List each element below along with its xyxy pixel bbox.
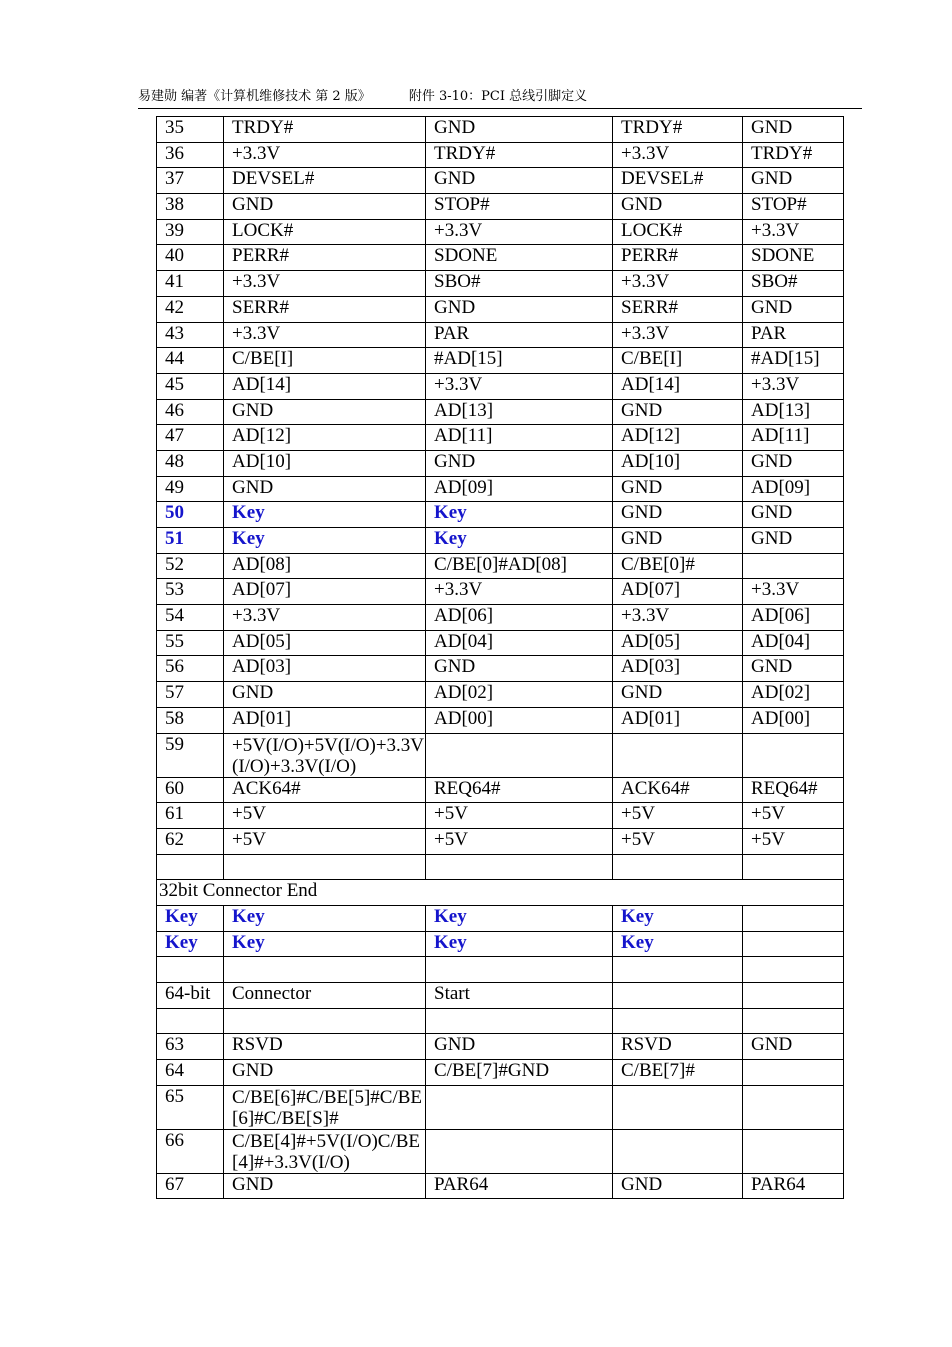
table-cell: GND	[426, 296, 613, 322]
table-cell: GND	[743, 117, 844, 143]
table-cell	[743, 1060, 844, 1086]
table-cell: +3.3V	[743, 373, 844, 399]
table-cell: PERR#	[224, 245, 426, 271]
table-cell: +3.3V	[426, 219, 613, 245]
table-row	[157, 983, 844, 1009]
table-cell: GND	[224, 682, 426, 708]
table-cell: AD[05]	[224, 630, 426, 656]
table-cell	[426, 1129, 613, 1173]
table-cell: GND	[743, 502, 844, 528]
table-cell: AD[05]	[613, 630, 743, 656]
table-cell: Key	[224, 528, 426, 554]
table-row	[157, 1060, 844, 1086]
table-cell: GND	[613, 194, 743, 220]
table-cell: AD[12]	[224, 425, 426, 451]
table-cell: AD[06]	[743, 605, 844, 631]
table-cell: ACK64#	[224, 777, 426, 803]
table-cell: GND	[224, 1173, 426, 1199]
page-header	[138, 85, 862, 109]
table-row	[157, 733, 844, 777]
table-row	[157, 579, 844, 605]
table-cell: PAR64	[743, 1173, 844, 1199]
table-cell: GND	[224, 476, 426, 502]
table-cell: SDONE	[743, 245, 844, 271]
table-row	[157, 656, 844, 682]
table-cell: +5V	[613, 803, 743, 829]
table-cell: +3.3V	[224, 605, 426, 631]
table-cell: SERR#	[224, 296, 426, 322]
table-cell-pin: 43	[157, 322, 224, 348]
table-cell-pin: 36	[157, 142, 224, 168]
table-cell	[426, 854, 613, 880]
table-cell: STOP#	[743, 194, 844, 220]
table-cell: REQ64#	[743, 777, 844, 803]
table-row	[157, 142, 844, 168]
table-cell: +3.3V	[613, 271, 743, 297]
table-cell: +3.3V	[743, 579, 844, 605]
table-cell: Key	[426, 905, 613, 931]
table-cell: GND	[613, 399, 743, 425]
table-cell: AD[04]	[743, 630, 844, 656]
table-cell	[743, 733, 844, 777]
table-cell: GND	[224, 194, 426, 220]
table-cell: GND	[613, 476, 743, 502]
table-cell	[743, 1129, 844, 1173]
table-cell: +5V	[743, 803, 844, 829]
table-row	[157, 528, 844, 554]
table-row	[157, 1085, 844, 1129]
table-cell-pin: 55	[157, 630, 224, 656]
table-cell: AD[02]	[426, 682, 613, 708]
table-cell-pin	[157, 957, 224, 983]
table-row	[157, 605, 844, 631]
table-cell: RSVD	[224, 1034, 426, 1060]
table-cell: LOCK#	[613, 219, 743, 245]
table-cell: AD[07]	[613, 579, 743, 605]
table-cell	[743, 905, 844, 931]
table-cell: +3.3V	[224, 322, 426, 348]
table-cell: GND	[743, 450, 844, 476]
table-cell: AD[13]	[743, 399, 844, 425]
table-cell: C/BE[7]#	[613, 1060, 743, 1086]
table-cell: Start	[426, 983, 613, 1009]
table-cell: AD[00]	[743, 707, 844, 733]
table-cell: +3.3V	[613, 322, 743, 348]
table-cell: C/BE[I]	[224, 348, 426, 374]
table-cell-pin: 56	[157, 656, 224, 682]
table-row	[157, 1129, 844, 1173]
table-row	[157, 502, 844, 528]
table-row	[157, 880, 844, 906]
table-cell-pin: 51	[157, 528, 224, 554]
table-cell: AD[03]	[224, 656, 426, 682]
table-cell: +3.3V	[613, 605, 743, 631]
table-cell: +5V	[224, 803, 426, 829]
table-cell: AD[02]	[743, 682, 844, 708]
table-cell: SERR#	[613, 296, 743, 322]
table-cell: C/BE[6]#C/BE[5]#C/BE[6]#C/BE[S]#	[224, 1085, 426, 1129]
table-row	[157, 553, 844, 579]
table-cell	[743, 931, 844, 957]
table-row	[157, 905, 844, 931]
table-cell-pin: 37	[157, 168, 224, 194]
table-cell: DEVSEL#	[224, 168, 426, 194]
table-cell: AD[09]	[743, 476, 844, 502]
table-cell-pin: 62	[157, 828, 224, 854]
table-cell: AD[00]	[426, 707, 613, 733]
table-cell-pin: 42	[157, 296, 224, 322]
table-cell-pin: 52	[157, 553, 224, 579]
table-cell: GND	[426, 117, 613, 143]
table-cell: DEVSEL#	[613, 168, 743, 194]
table-cell	[426, 957, 613, 983]
table-cell-pin	[157, 1008, 224, 1034]
pin-table-body	[157, 117, 844, 1199]
table-cell: AD[10]	[613, 450, 743, 476]
table-cell: +5V	[613, 828, 743, 854]
table-cell: PAR	[426, 322, 613, 348]
table-cell	[743, 553, 844, 579]
table-cell-pin: 57	[157, 682, 224, 708]
table-cell-pin: Key	[157, 931, 224, 957]
table-cell-pin: 38	[157, 194, 224, 220]
table-cell: SBO#	[426, 271, 613, 297]
table-row	[157, 373, 844, 399]
table-cell: GND	[743, 656, 844, 682]
table-row	[157, 322, 844, 348]
table-cell: GND	[224, 1060, 426, 1086]
table-cell-pin: 64	[157, 1060, 224, 1086]
table-cell: AD[09]	[426, 476, 613, 502]
table-cell-pin: Key	[157, 905, 224, 931]
table-cell: +5V	[426, 828, 613, 854]
table-cell	[613, 1129, 743, 1173]
table-row	[157, 682, 844, 708]
table-cell: GND	[426, 450, 613, 476]
table-row	[157, 168, 844, 194]
table-cell: RSVD	[613, 1034, 743, 1060]
table-row	[157, 399, 844, 425]
table-cell: +5V	[224, 828, 426, 854]
table-cell-pin: 44	[157, 348, 224, 374]
table-cell-pin: 60	[157, 777, 224, 803]
table-cell	[224, 1008, 426, 1034]
table-cell: C/BE[7]#GND	[426, 1060, 613, 1086]
table-cell: AD[10]	[224, 450, 426, 476]
table-cell: Key	[613, 905, 743, 931]
table-cell	[613, 854, 743, 880]
table-cell: TRDY#	[426, 142, 613, 168]
table-cell-pin: 67	[157, 1173, 224, 1199]
table-cell: GND	[426, 1034, 613, 1060]
table-cell	[224, 854, 426, 880]
table-cell: AD[11]	[743, 425, 844, 451]
table-row	[157, 828, 844, 854]
table-row	[157, 957, 844, 983]
table-cell: AD[08]	[224, 553, 426, 579]
table-cell	[743, 854, 844, 880]
table-cell	[613, 1008, 743, 1034]
table-cell-pin: 46	[157, 399, 224, 425]
table-cell-pin: 63	[157, 1034, 224, 1060]
table-cell: GND	[613, 682, 743, 708]
header-section-title: 附件 3-10：PCI 总线引脚定义	[408, 89, 588, 104]
table-row	[157, 1173, 844, 1199]
table-cell: TRDY#	[613, 117, 743, 143]
table-cell: AD[14]	[613, 373, 743, 399]
table-cell: +3.3V	[426, 373, 613, 399]
table-cell-pin: 61	[157, 803, 224, 829]
table-cell: AD[01]	[224, 707, 426, 733]
table-cell-pin: 54	[157, 605, 224, 631]
table-cell-pin	[157, 854, 224, 880]
table-cell: GND	[426, 168, 613, 194]
table-cell: GND	[743, 296, 844, 322]
table-cell	[743, 957, 844, 983]
table-cell	[613, 983, 743, 1009]
table-cell: PAR	[743, 322, 844, 348]
table-row	[157, 476, 844, 502]
table-cell: AD[01]	[613, 707, 743, 733]
table-row	[157, 803, 844, 829]
table-row	[157, 425, 844, 451]
table-row	[157, 1034, 844, 1060]
table-cell: Key	[426, 528, 613, 554]
table-cell: +5V	[743, 828, 844, 854]
table-cell-section-label: 32bit Connector End	[157, 880, 844, 906]
table-cell: Connector	[224, 983, 426, 1009]
table-cell: C/BE[I]	[613, 348, 743, 374]
table-row	[157, 931, 844, 957]
table-cell: AD[06]	[426, 605, 613, 631]
table-cell: #AD[15]	[426, 348, 613, 374]
table-cell	[743, 1008, 844, 1034]
table-cell: AD[14]	[224, 373, 426, 399]
table-cell: SBO#	[743, 271, 844, 297]
table-cell: Key	[426, 502, 613, 528]
table-cell: +3.3V	[224, 142, 426, 168]
table-cell: AD[13]	[426, 399, 613, 425]
table-cell-pin: 45	[157, 373, 224, 399]
table-cell: +5V	[426, 803, 613, 829]
table-cell: C/BE[0]#	[613, 553, 743, 579]
table-cell: LOCK#	[224, 219, 426, 245]
table-cell: GND	[743, 1034, 844, 1060]
table-cell: TRDY#	[743, 142, 844, 168]
table-cell	[224, 957, 426, 983]
table-cell	[426, 733, 613, 777]
table-cell	[613, 733, 743, 777]
table-cell: Key	[426, 931, 613, 957]
table-row	[157, 450, 844, 476]
table-cell: C/BE[0]#AD[08]	[426, 553, 613, 579]
table-cell: Key	[224, 502, 426, 528]
table-cell: GND	[426, 656, 613, 682]
table-cell-pin: 50	[157, 502, 224, 528]
table-cell-pin: 65	[157, 1085, 224, 1129]
table-row	[157, 271, 844, 297]
header-book-title: 易建勋 编著《计算机维修技术 第 2 版》	[138, 89, 371, 104]
table-cell: GND	[743, 168, 844, 194]
table-cell: GND	[224, 399, 426, 425]
table-cell: Key	[224, 905, 426, 931]
table-cell-pin: 35	[157, 117, 224, 143]
table-cell: GND	[613, 1173, 743, 1199]
table-cell-pin: 53	[157, 579, 224, 605]
table-cell: Key	[224, 931, 426, 957]
table-cell: PERR#	[613, 245, 743, 271]
table-cell: ACK64#	[613, 777, 743, 803]
table-cell-pin: 66	[157, 1129, 224, 1173]
table-cell: AD[07]	[224, 579, 426, 605]
table-cell: +3.3V	[224, 271, 426, 297]
table-cell	[613, 957, 743, 983]
table-row	[157, 117, 844, 143]
table-row	[157, 245, 844, 271]
table-cell: AD[03]	[613, 656, 743, 682]
table-cell: AD[11]	[426, 425, 613, 451]
table-row	[157, 348, 844, 374]
table-cell	[613, 1085, 743, 1129]
table-cell	[743, 983, 844, 1009]
table-cell: +5V(I/O)+5V(I/O)+3.3V(I/O)+3.3V(I/O)	[224, 733, 426, 777]
table-cell: GND	[613, 528, 743, 554]
table-cell: AD[12]	[613, 425, 743, 451]
table-cell-pin: 48	[157, 450, 224, 476]
table-row	[157, 194, 844, 220]
table-cell-pin: 64-bit	[157, 983, 224, 1009]
table-cell: +3.3V	[743, 219, 844, 245]
table-cell: PAR64	[426, 1173, 613, 1199]
pin-definition-table	[156, 116, 844, 1199]
table-row	[157, 1008, 844, 1034]
table-cell-pin: 58	[157, 707, 224, 733]
table-cell-pin: 40	[157, 245, 224, 271]
table-cell: GND	[613, 502, 743, 528]
table-row	[157, 854, 844, 880]
table-row	[157, 630, 844, 656]
table-cell	[743, 1085, 844, 1129]
table-cell: +3.3V	[426, 579, 613, 605]
table-row	[157, 296, 844, 322]
table-cell: SDONE	[426, 245, 613, 271]
table-cell: GND	[743, 528, 844, 554]
table-cell: C/BE[4]#+5V(I/O)C/BE[4]#+3.3V(I/O)	[224, 1129, 426, 1173]
table-cell: STOP#	[426, 194, 613, 220]
table-cell: REQ64#	[426, 777, 613, 803]
table-cell: #AD[15]	[743, 348, 844, 374]
table-cell: AD[04]	[426, 630, 613, 656]
table-cell-pin: 49	[157, 476, 224, 502]
table-row	[157, 219, 844, 245]
table-cell: +3.3V	[613, 142, 743, 168]
table-cell-pin: 59	[157, 733, 224, 777]
table-cell	[426, 1008, 613, 1034]
table-cell	[426, 1085, 613, 1129]
table-row	[157, 707, 844, 733]
table-cell-pin: 41	[157, 271, 224, 297]
table-cell: Key	[613, 931, 743, 957]
table-row	[157, 777, 844, 803]
table-cell: TRDY#	[224, 117, 426, 143]
table-cell-pin: 39	[157, 219, 224, 245]
table-cell-pin: 47	[157, 425, 224, 451]
